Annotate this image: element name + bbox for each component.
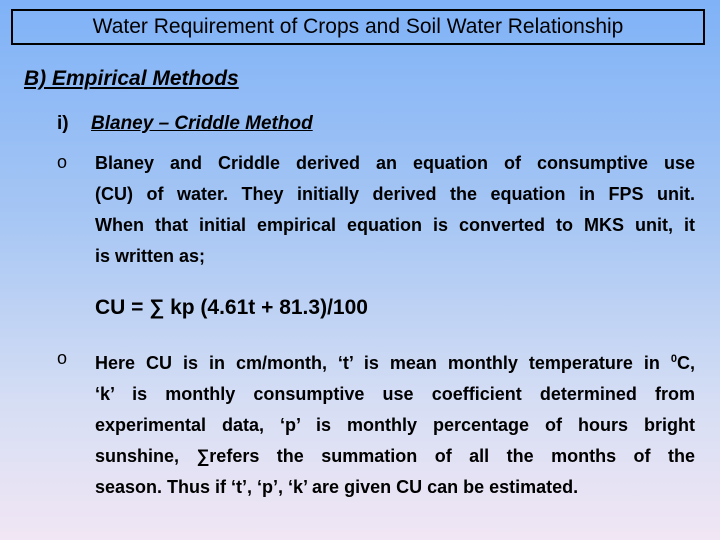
subsection-title: Blaney – Criddle Method xyxy=(91,113,313,134)
subsection-heading xyxy=(57,113,313,135)
bullet-marker-1: o xyxy=(57,152,68,172)
paragraph-2-line xyxy=(95,344,695,379)
degree-superscript: 0 xyxy=(670,353,677,365)
paragraph-1-line: is written as; xyxy=(95,246,206,266)
slide-title xyxy=(11,9,705,45)
paragraph-2-line: experimental data, ‘p’ is monthly percentage of hours bright xyxy=(95,415,695,435)
paragraph-2-line: ‘k’ is monthly consumptive use coefficient determined from xyxy=(95,384,695,404)
paragraph-1 xyxy=(95,148,695,272)
paragraph-2-line1-text: Here CU is in cm/month, ‘t’ is mean monthly temperature in xyxy=(95,353,671,373)
section-heading-text: B) Empirical Methods xyxy=(24,67,239,90)
paragraph-2-line: sunshine, ∑refers the summation of all the months of the xyxy=(95,446,695,466)
paragraph-1-line: (CU) of water. They initially derived the equation in FPS unit. xyxy=(95,184,695,204)
bullet-marker-2: o xyxy=(57,348,68,368)
slide-title-text: Water Requirement of Crops and Soil Water Relationship xyxy=(92,15,624,38)
blaney-criddle-equation: CU = ∑ kp (4.61t + 81.3)/100 xyxy=(95,296,368,319)
paragraph-2-line: season. Thus if ‘t’, ‘p’, ‘k’ are given CU can be estimated. xyxy=(95,477,579,497)
paragraph-1-line: When that initial empirical equation is converted to MKS unit, it xyxy=(95,215,695,235)
paragraph-1-line: Blaney and Criddle derived an equation of consumptive use xyxy=(95,153,695,173)
subsection-number: i) xyxy=(57,113,69,134)
paragraph-2 xyxy=(95,344,695,503)
section-heading xyxy=(24,67,239,91)
paragraph-2-line1-unit: C, xyxy=(677,353,695,373)
